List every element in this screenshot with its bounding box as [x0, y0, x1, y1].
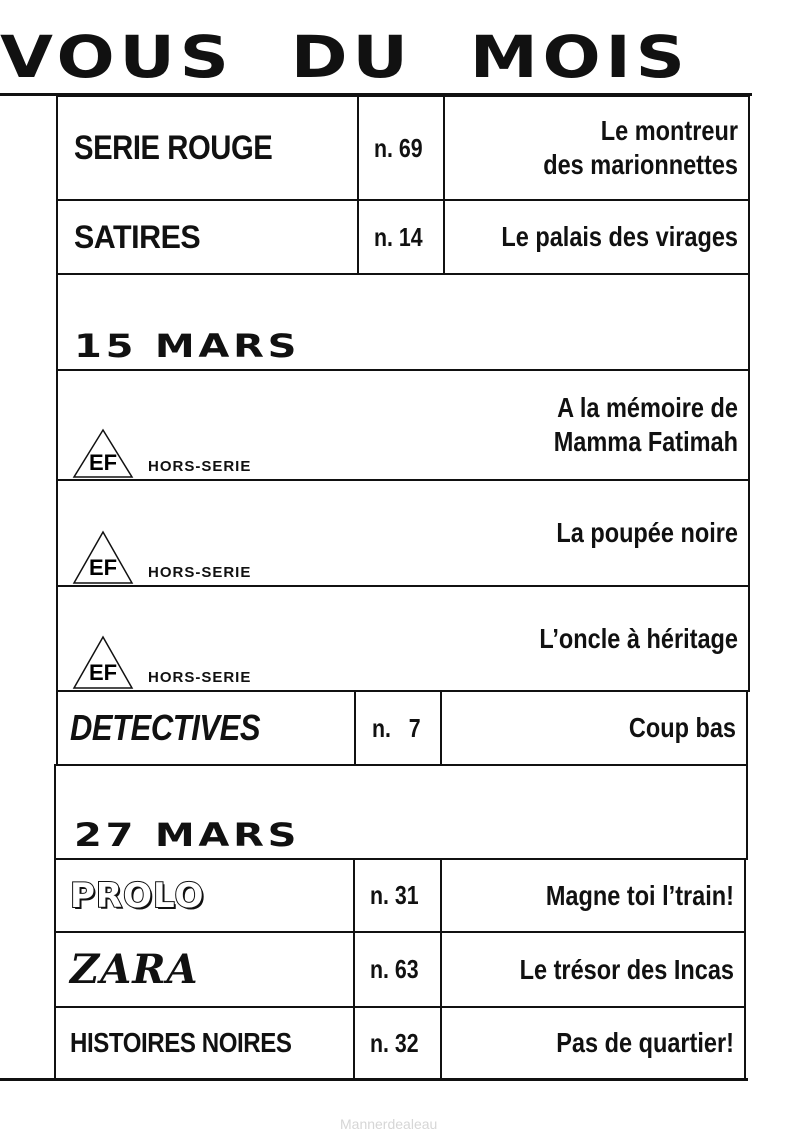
release-date: 15 MARS [74, 327, 301, 365]
hors-serie-label: HORS-SERIE [148, 458, 252, 475]
release-date: 27 MARS [74, 816, 301, 854]
book-title: La poupée noire [556, 517, 738, 548]
series-name: SERIE ROUGE [74, 128, 273, 167]
triangle-logo-icon [72, 529, 134, 585]
series-name: DETECTIVES [70, 707, 261, 748]
date-section [56, 273, 750, 371]
triangle-logo-icon [72, 427, 134, 479]
page-heading: VOUS DU MOIS [0, 23, 690, 91]
book-title: Le trésor des Incas [519, 953, 734, 985]
svg-text:EF: EF [88, 660, 118, 685]
book-title-line: des marionnettes [543, 149, 738, 180]
table-row [56, 199, 750, 275]
ef-logo [72, 587, 251, 690]
svg-text:EF: EF [88, 450, 118, 475]
table-row [56, 690, 748, 766]
series-name: SATIRES [74, 218, 201, 255]
ef-logo [72, 481, 251, 585]
book-title [543, 114, 738, 182]
svg-text:EF: EF [88, 555, 118, 580]
table-row [56, 369, 750, 481]
issue-number: n. 7 [372, 712, 421, 743]
book-title: Magne toi l’train! [545, 879, 734, 911]
book-title: Le palais des virages [501, 221, 738, 252]
issue-number: n. 31 [370, 880, 419, 910]
book-title [554, 391, 738, 459]
table-row [56, 585, 750, 692]
hors-serie-label: HORS-SERIE [148, 669, 252, 686]
book-title-line: Mamma Fatimah [553, 426, 738, 457]
date-section [54, 764, 748, 860]
issue-number: n. 63 [370, 954, 419, 984]
table-row [56, 95, 750, 201]
series-name: HISTOIRES NOIRES [70, 1027, 292, 1058]
series-logo: PROLO [70, 875, 205, 916]
issue-number: n. 69 [374, 132, 423, 163]
series-logo: ZARA [70, 946, 199, 993]
book-title-line: A la mémoire de [557, 392, 738, 423]
hors-serie-label: HORS-SERIE [148, 564, 252, 581]
watermark-text: Mannerdealeau [340, 1116, 438, 1132]
issue-number: n. 32 [370, 1027, 419, 1058]
book-title: L’oncle à héritage [539, 622, 738, 654]
issue-number: n. 14 [374, 221, 423, 252]
table-row [56, 479, 750, 587]
triangle-logo-icon [72, 634, 134, 690]
ef-logo [72, 371, 251, 479]
book-title-line: Le montreur [600, 115, 738, 146]
book-title: Pas de quartier! [556, 1027, 734, 1058]
table-row [54, 931, 746, 1008]
table-row [54, 858, 746, 933]
book-title: Coup bas [628, 712, 736, 743]
table-row [54, 1006, 746, 1080]
